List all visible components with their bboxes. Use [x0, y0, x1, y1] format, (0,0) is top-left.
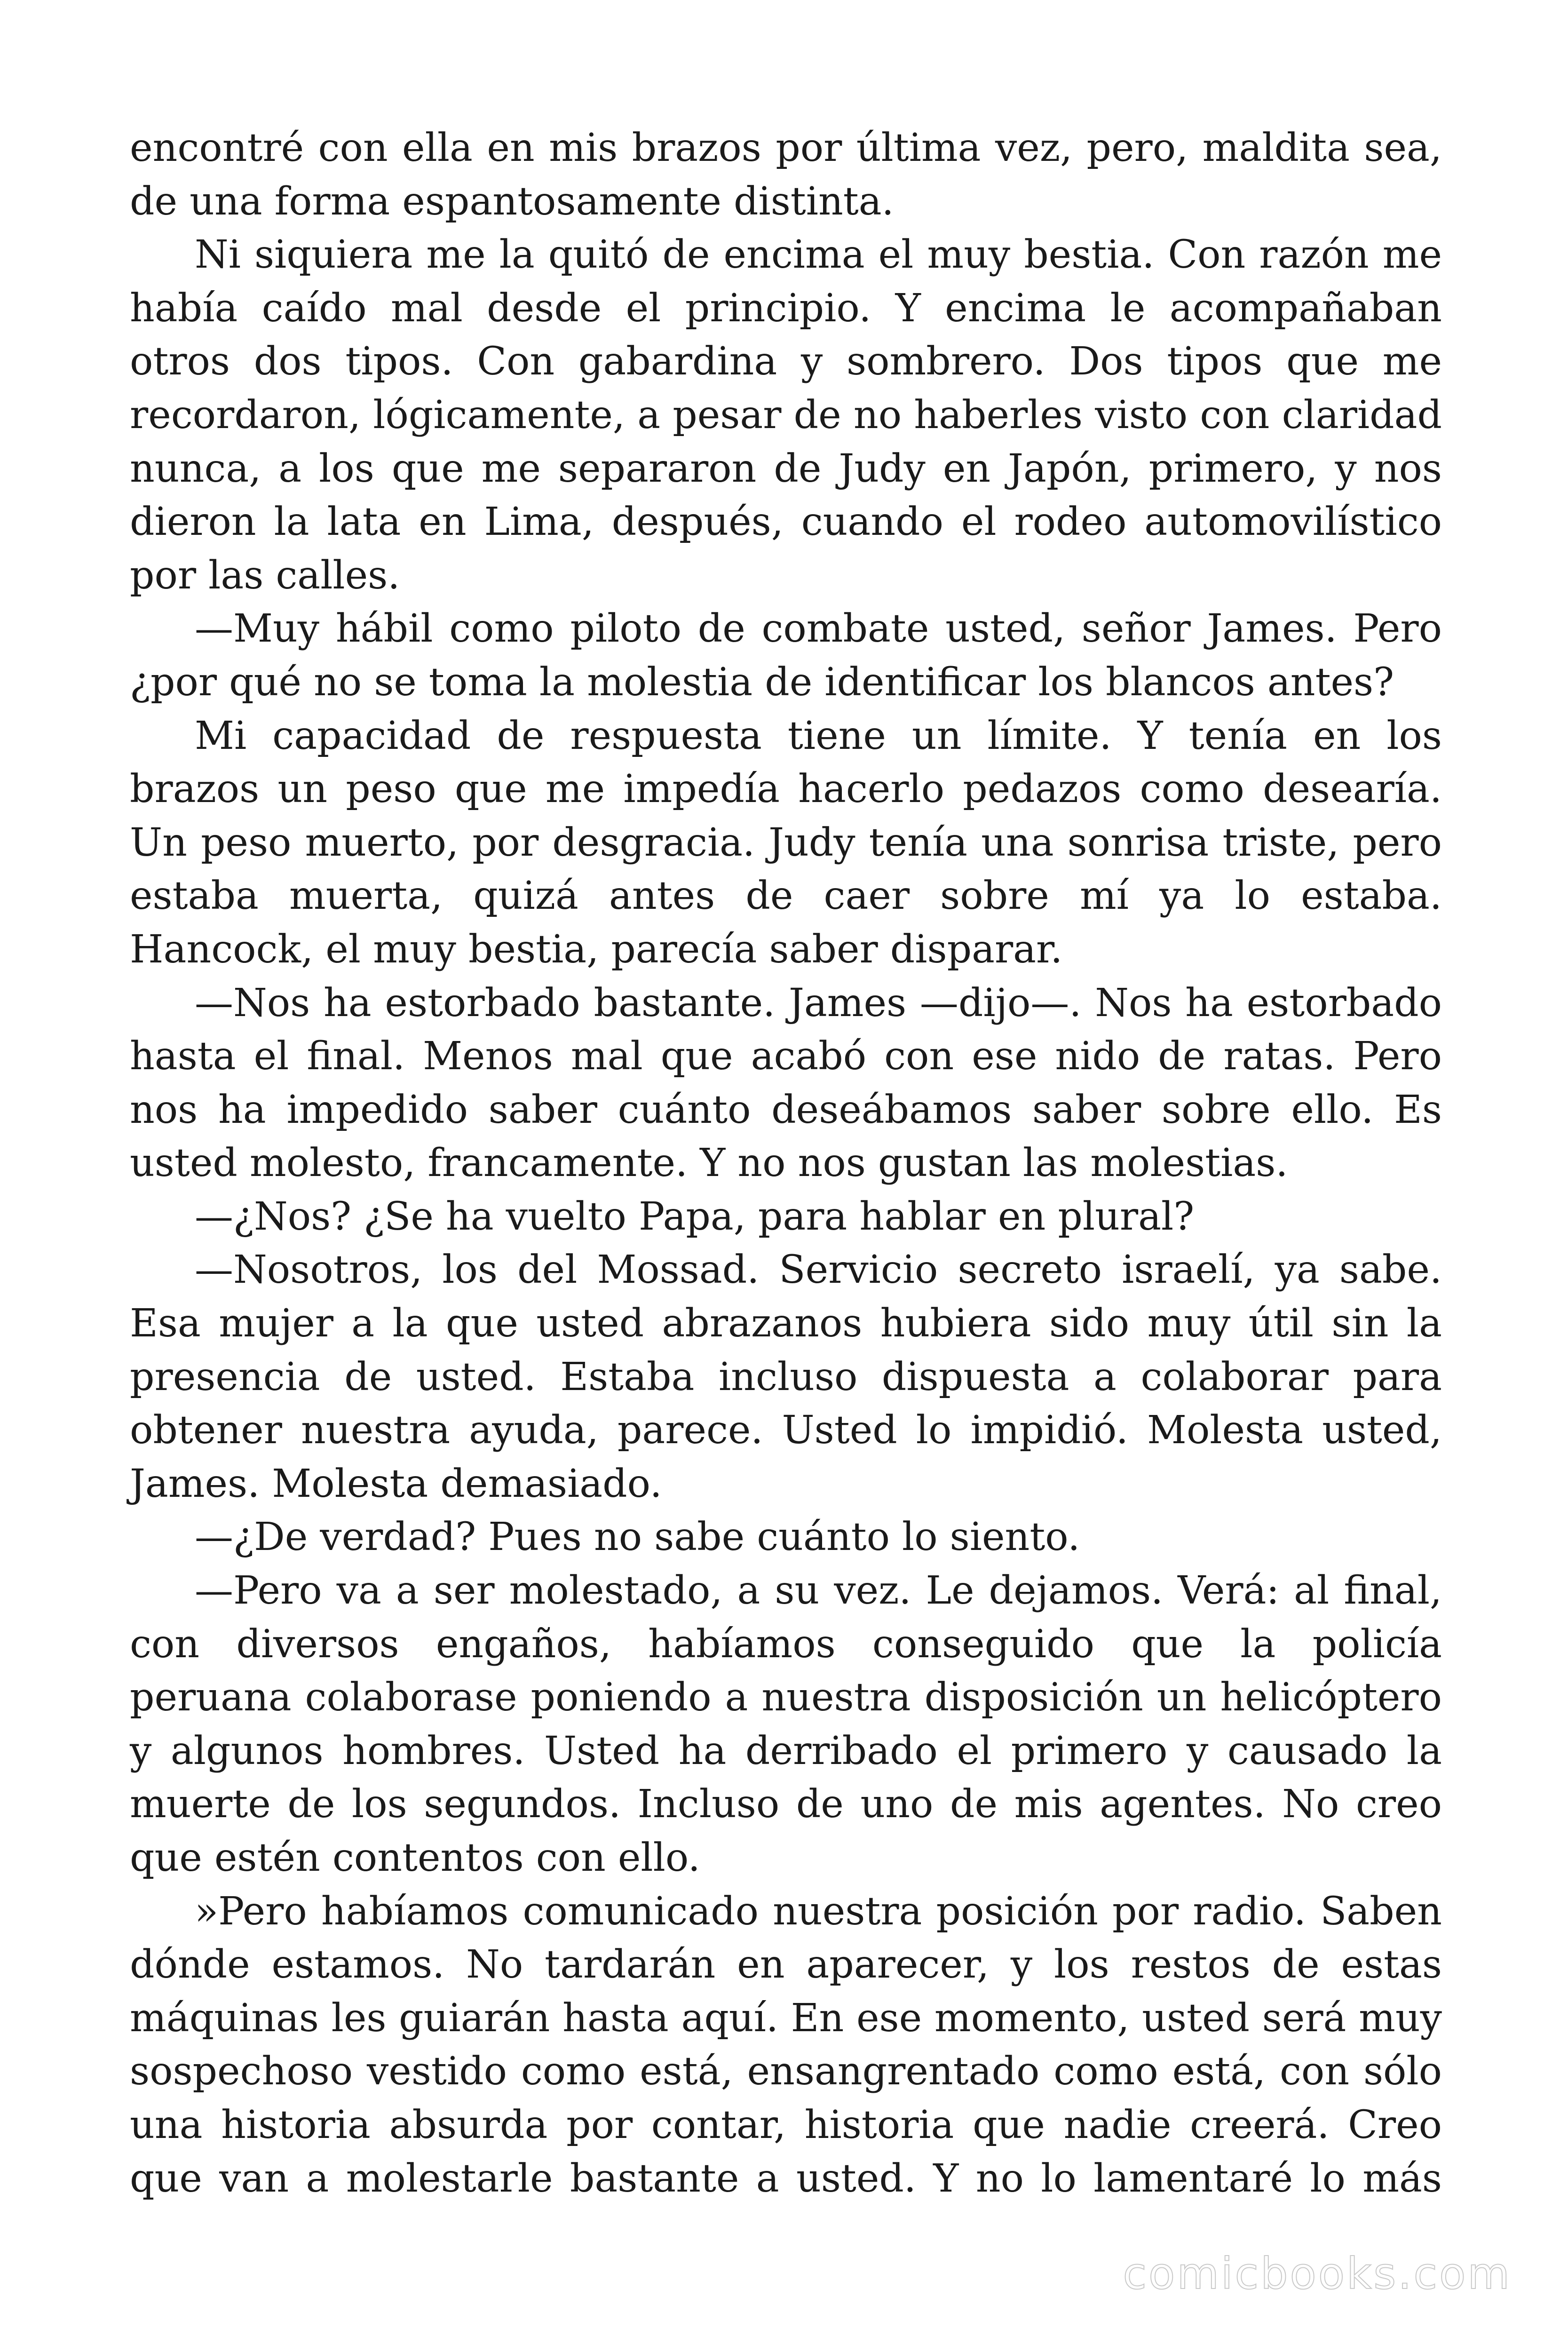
paragraph-1: encontré con ella en mis brazos por última vez, pero, maldita sea, de una forma espantosamente distinta. [130, 126, 1442, 224]
paragraph-6: —¿Nos? ¿Se ha vuelto Papa, para hablar en plural? [195, 1194, 1195, 1239]
paragraph-2: Ni siquiera me la quitó de encima el muy bestia. Con razón me había caído mal desde el principio. Y encima le acompañaban otros dos tipos. Con gabardina y sombrero. Dos tipos que me recordaron, lógicamente, a pesar de no haberles visto con claridad nunca, a los que me separaron de Judy en Japón, primero, y nos dieron la lata en Lima, después, cuando el rodeo automovilístico por las calles. [130, 232, 1442, 598]
paragraph-8: —¿De verdad? Pues no sabe cuánto lo siento. [195, 1515, 1080, 1560]
paragraph-10: »Pero habíamos comunicado nuestra posición por radio. Saben dónde estamos. No tardarán en aparecer, y los restos de estas máquinas les guiarán hasta aquí. En ese momento, usted será muy sospechoso vestido como está, ensangrentado como está, con sólo una historia absurda por contar, historia que nadie creerá. Creo que van a molestarle bastante a usted. Y no lo lamentaré lo más [130, 1889, 1442, 2201]
paragraph-5: —Nos ha estorbado bastante. James —dijo—. Nos ha estorbado hasta el final. Menos mal que acabó con ese nido de ratas. Pero nos ha impedido saber cuánto deseábamos saber sobre ello. Es usted molesto, francamente. Y no nos gustan las molestias. [130, 980, 1442, 1186]
watermark: comicbooks.com [1123, 2249, 1512, 2299]
paragraph-7: —Nosotros, los del Mossad. Servicio secreto israelí, ya sabe. Esa mujer a la que usted abrazanos hubiera sido muy útil sin la presencia de usted. Estaba incluso dispuesta a colaborar para obtener nuestra ayuda, parece. Usted lo impidió. Molesta usted, James. Molesta demasiado. [130, 1248, 1442, 1506]
paragraph-9: —Pero va a ser molestado, a su vez. Le dejamos. Verá: al final, con diversos engaños, habíamos conseguido que la policía peruana colaborase poniendo a nuestra disposición un helicóptero y algunos hombres. Usted ha derribado el primero y causado la muerte de los segundos. Incluso de uno de mis agentes. No creo que estén contentos con ello. [130, 1568, 1442, 1880]
paragraph-4: Mi capacidad de respuesta tiene un límite. Y tenía en los brazos un peso que me impedía hacerlo pedazos como desearía. Un peso muerto, por desgracia. Judy tenía una sonrisa triste, pero estaba muerta, quizá antes de caer sobre mí ya lo estaba. Hancock, el muy bestia, parecía saber disparar. [130, 713, 1442, 972]
body-text [130, 121, 1442, 2205]
paragraph-3: —Muy hábil como piloto de combate usted, señor James. Pero ¿por qué no se toma la molestia de identificar los blancos antes? [130, 606, 1442, 705]
